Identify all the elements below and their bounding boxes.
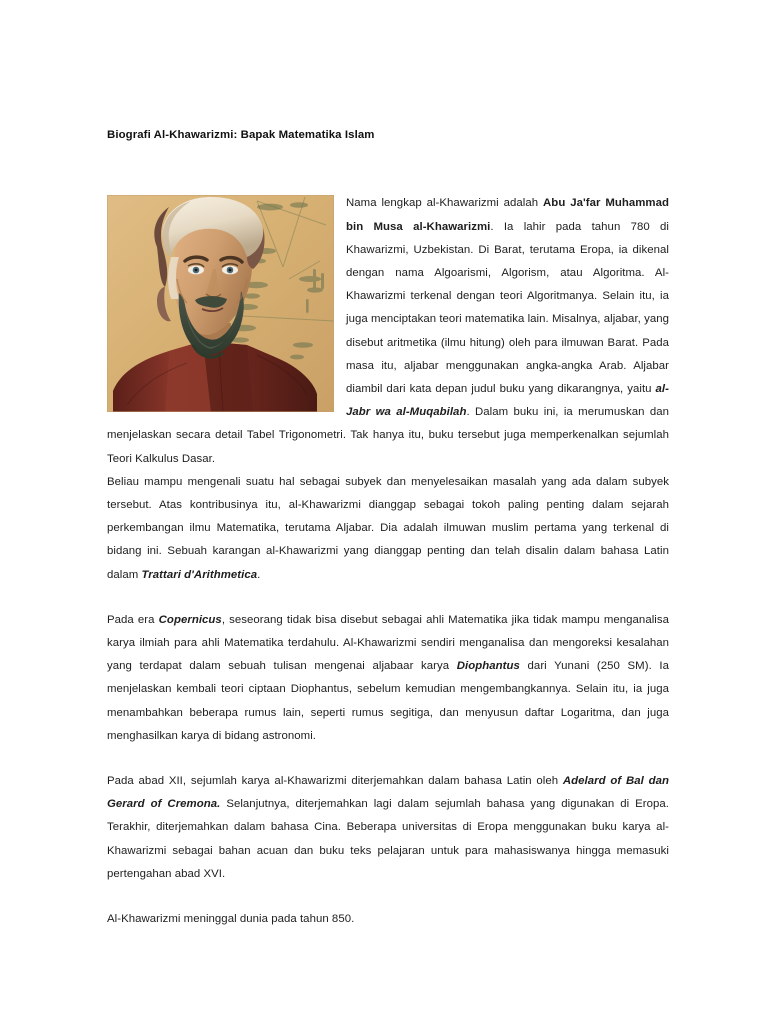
p5-run-1: Al-Khawarizmi meninggal dunia pada tahun 850. [107, 913, 355, 926]
p4-bolditalic-translators: Adelard of Bal dan Gerard of Cremona. [107, 775, 670, 811]
p3-bolditalic-copernicus: Copernicus [158, 613, 222, 626]
p1-run-3: . Dalam buku ini, ia merumuskan dan menjelaskan secara detail Tabel Trigonometri. Tak hanya itu, buku tersebut juga memperkenalkan sejumlah Teori Kalkulus Dasar. [107, 406, 669, 465]
portrait-al-khawarizmi-image [107, 195, 334, 412]
p2-bolditalic-trattari: Trattari d'Arithmetica [141, 568, 258, 581]
p3-run-2: , seseorang tidak bisa disebut sebagai ahli Matematika jika tidak mampu menganalisa karya ilmiah para ahli Matematika terdahulu. Al-Khawarizmi sendiri menganalisa dan mengoreksi kesalahan yang terdapat dalam sebuah tulisan mengenai aljabaar karya [107, 613, 669, 673]
p4-run-2: Selanjutnya, diterjemahkan lagi dalam sejumlah bahasa yang digunakan di Eropa. Terakhir, diterjemahkan dalam bahasa Cina. Beberapa universitas di Eropa menggunakan buku karya al-Khawarizmi sebagai bahan acuan dan buku teks pelajaran untuk para mahasiswanya hingga memasuki pertengahan abad XVI. [107, 798, 669, 880]
paragraph-5 [107, 908, 669, 931]
p2-run-2: . [257, 568, 261, 581]
intro-section [107, 192, 669, 470]
portrait-illustration [107, 195, 334, 412]
document-body [107, 128, 669, 931]
p3-bolditalic-diophantus: Diophantus [456, 660, 520, 673]
p3-run-3: dari Yunani (250 SM). Ia menjelaskan kembali teori ciptaan Diophantus, sebelum kemudian mengembangkannya. Selain itu, ia juga menambahkan beberapa rumus lain, seperti rumus segitiga, dan menyusun daftar Logaritma, dan juga menghasilkan karya di bidang astronomi. [107, 660, 670, 742]
p1-run-1: Nama lengkap al-Khawarizmi adalah [346, 197, 544, 210]
p1-run-2: . Ia lahir pada tahun 780 di Khawarizmi, Uzbekistan. Di Barat, terutama Eropa, ia dikenal dengan nama Algoarismi, Algorism, atau Algoritma. Al-Khawarizmi terkenal dengan teori Algoritmanya. Selain itu, ia juga menciptakan teori matematika lain. Misalnya, aljabar, yang disebut aritmetika (ilmu hitung) oleh para ilmuwan Barat. Pada masa itu, aljabar menggunakan angka-angka Arab. Aljabar diambil dari kata depan judul buku yang dikarangnya, yaitu [346, 220, 669, 396]
p3-run-1: Pada era [107, 613, 159, 626]
p1-bolditalic-al-jabr: al-Jabr wa al-Muqabilah [346, 383, 669, 419]
page-title: Biografi Al-Khawarizmi: Bapak Matematika Islam [107, 129, 375, 141]
paragraph-3 [107, 609, 669, 748]
p2-run-1: Beliau mampu mengenali suatu hal sebagai subyek dan menyelesaikan masalah yang ada dalam subyek tersebut. Atas kontribusinya itu, al-Khawarizmi dianggap sebagai tokoh paling penting dalam sejarah perkembangan ilmu Matematika, terutama Aljabar. Dia adalah ilmuwan muslim pertama yang terkenal di bidang ini. Sebuah karangan al-Khawarizmi yang dianggap penting dan telah disalin dalam bahasa Latin dalam [107, 475, 669, 581]
paragraph-2 [107, 471, 669, 587]
p1-bold-full-name: Abu Ja'far Muhammad bin Musa al-Khawarizmi [346, 197, 670, 233]
paragraph-4 [107, 770, 669, 886]
p4-run-1: Pada abad XII, sejumlah karya al-Khawarizmi diterjemahkan dalam bahasa Latin oleh [107, 775, 563, 788]
